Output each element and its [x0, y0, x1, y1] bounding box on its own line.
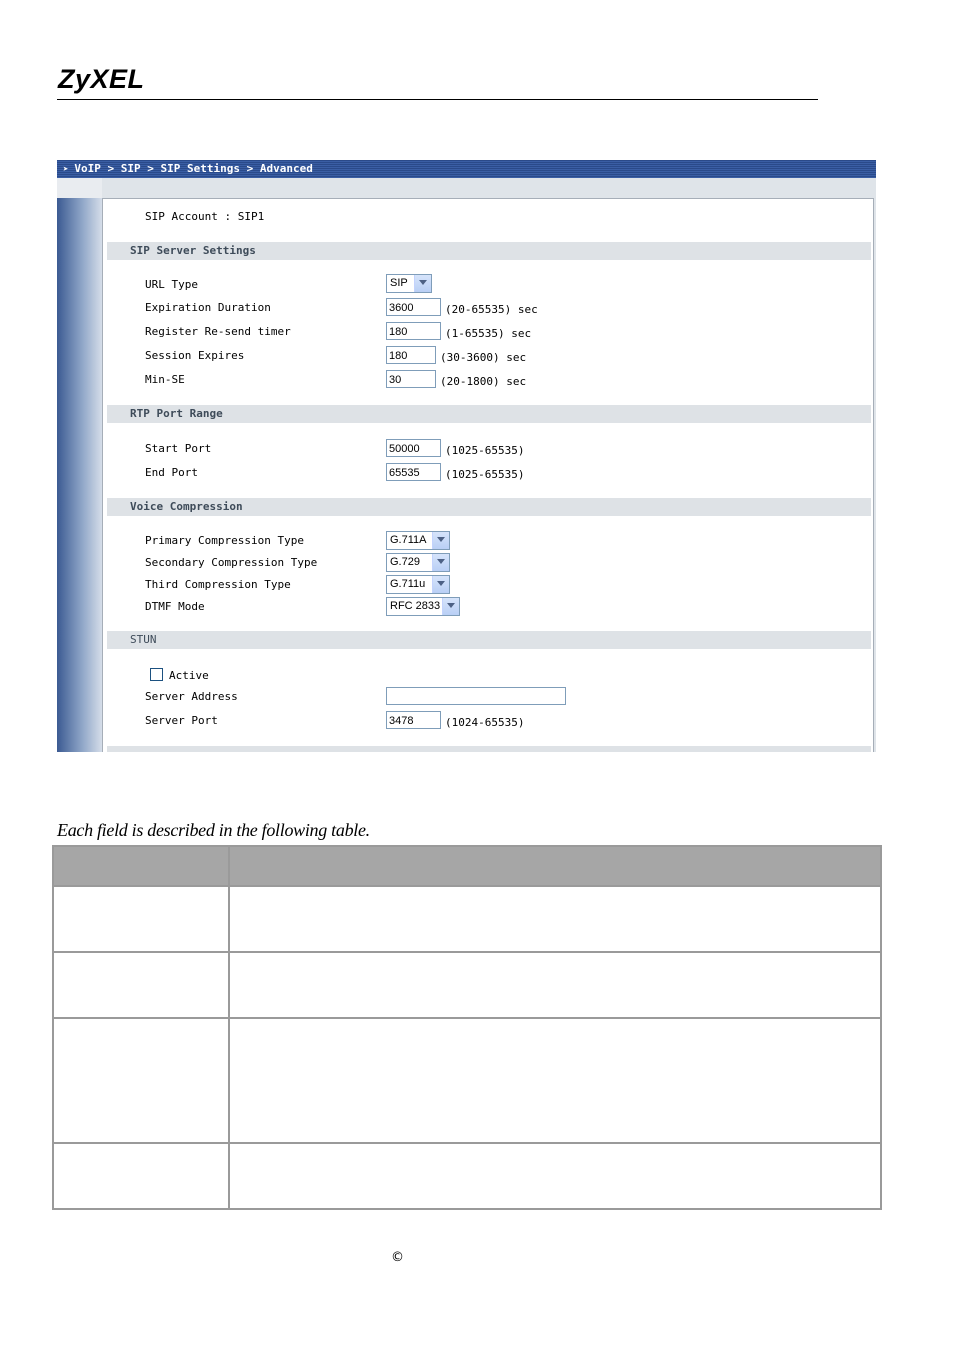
- dtmf-mode-label: DTMF Mode: [145, 600, 205, 613]
- sip-account-label: SIP Account : SIP1: [145, 210, 265, 223]
- table-cell: [53, 1143, 229, 1209]
- table-cell: [53, 886, 229, 952]
- register-resend-input[interactable]: 180: [386, 322, 441, 340]
- table-header-cell: [53, 846, 229, 886]
- server-address-label: Server Address: [145, 690, 238, 703]
- expiration-input[interactable]: 3600: [386, 298, 441, 316]
- end-port-input[interactable]: 65535: [386, 463, 441, 481]
- min-se-label: Min-SE: [145, 373, 185, 386]
- table-cell: [229, 952, 881, 1018]
- copyright-symbol: ©: [391, 1250, 404, 1265]
- table-header-row: [53, 846, 881, 886]
- section-stun: STUN: [107, 631, 871, 649]
- end-port-label: End Port: [145, 466, 198, 479]
- table-cell: [229, 886, 881, 952]
- server-port-range: (1024-65535): [445, 716, 525, 729]
- start-port-range: (1025-65535): [445, 444, 525, 457]
- third-compression-select[interactable]: G.711u: [386, 575, 450, 594]
- expiration-label: Expiration Duration: [145, 301, 271, 314]
- section-voice-compression: Voice Compression: [107, 498, 871, 516]
- left-rail: [57, 178, 102, 752]
- secondary-compression-select[interactable]: G.729: [386, 553, 450, 572]
- chevron-down-icon[interactable]: [414, 275, 431, 292]
- chevron-down-icon[interactable]: [432, 554, 449, 571]
- server-port-label: Server Port: [145, 714, 218, 727]
- chevron-down-icon[interactable]: [432, 576, 449, 593]
- config-screenshot: [57, 160, 876, 752]
- chevron-down-icon[interactable]: [432, 532, 449, 549]
- chevron-down-icon[interactable]: [442, 598, 459, 615]
- server-port-input[interactable]: 3478: [386, 711, 441, 729]
- breadcrumb: VoIP > SIP > SIP Settings > Advanced: [74, 162, 313, 175]
- secondary-compression-label: Secondary Compression Type: [145, 556, 318, 569]
- expiration-range: (20-65535) sec: [445, 303, 538, 316]
- zyxel-logo: ZyXEL: [58, 64, 145, 94]
- min-se-range: (20-1800) sec: [440, 375, 527, 388]
- server-address-input[interactable]: [386, 687, 566, 705]
- settings-panel: [102, 198, 874, 752]
- breadcrumb-arrow-icon: ➤: [63, 165, 69, 175]
- table-header-cell: [229, 846, 881, 886]
- table-row: [53, 1143, 881, 1209]
- table-intro: Each field is described in the following table.: [57, 820, 370, 840]
- url-type-label: URL Type: [145, 278, 198, 291]
- start-port-label: Start Port: [145, 442, 212, 455]
- field-description-table: [52, 845, 882, 1210]
- url-type-select[interactable]: SIP: [386, 274, 432, 293]
- dtmf-mode-select[interactable]: RFC 2833: [386, 597, 460, 616]
- table-cell: [229, 1018, 881, 1143]
- table-row: [53, 952, 881, 1018]
- header-rule: [57, 99, 818, 100]
- breadcrumb-bar: [57, 160, 876, 178]
- section-next-header: [107, 746, 871, 752]
- register-resend-range: (1-65535) sec: [445, 327, 532, 340]
- end-port-range: (1025-65535): [445, 468, 525, 481]
- table-row: [53, 886, 881, 952]
- session-expires-range: (30-3600) sec: [440, 351, 527, 364]
- third-compression-label: Third Compression Type: [145, 578, 291, 591]
- stun-active-label: Active: [169, 669, 209, 682]
- start-port-input[interactable]: 50000: [386, 439, 441, 457]
- stun-active-checkbox[interactable]: [150, 668, 163, 681]
- register-resend-label: Register Re-send timer: [145, 325, 291, 338]
- section-rtp-port-range: RTP Port Range: [107, 405, 871, 423]
- table-row: [53, 1018, 881, 1143]
- table-cell: [53, 952, 229, 1018]
- primary-compression-select[interactable]: G.711A: [386, 531, 450, 550]
- session-expires-input[interactable]: 180: [386, 346, 436, 364]
- table-cell: [53, 1018, 229, 1143]
- session-expires-label: Session Expires: [145, 349, 245, 362]
- table-cell: [229, 1143, 881, 1209]
- section-sip-server: SIP Server Settings: [107, 242, 871, 260]
- min-se-input[interactable]: 30: [386, 370, 436, 388]
- primary-compression-label: Primary Compression Type: [145, 534, 304, 547]
